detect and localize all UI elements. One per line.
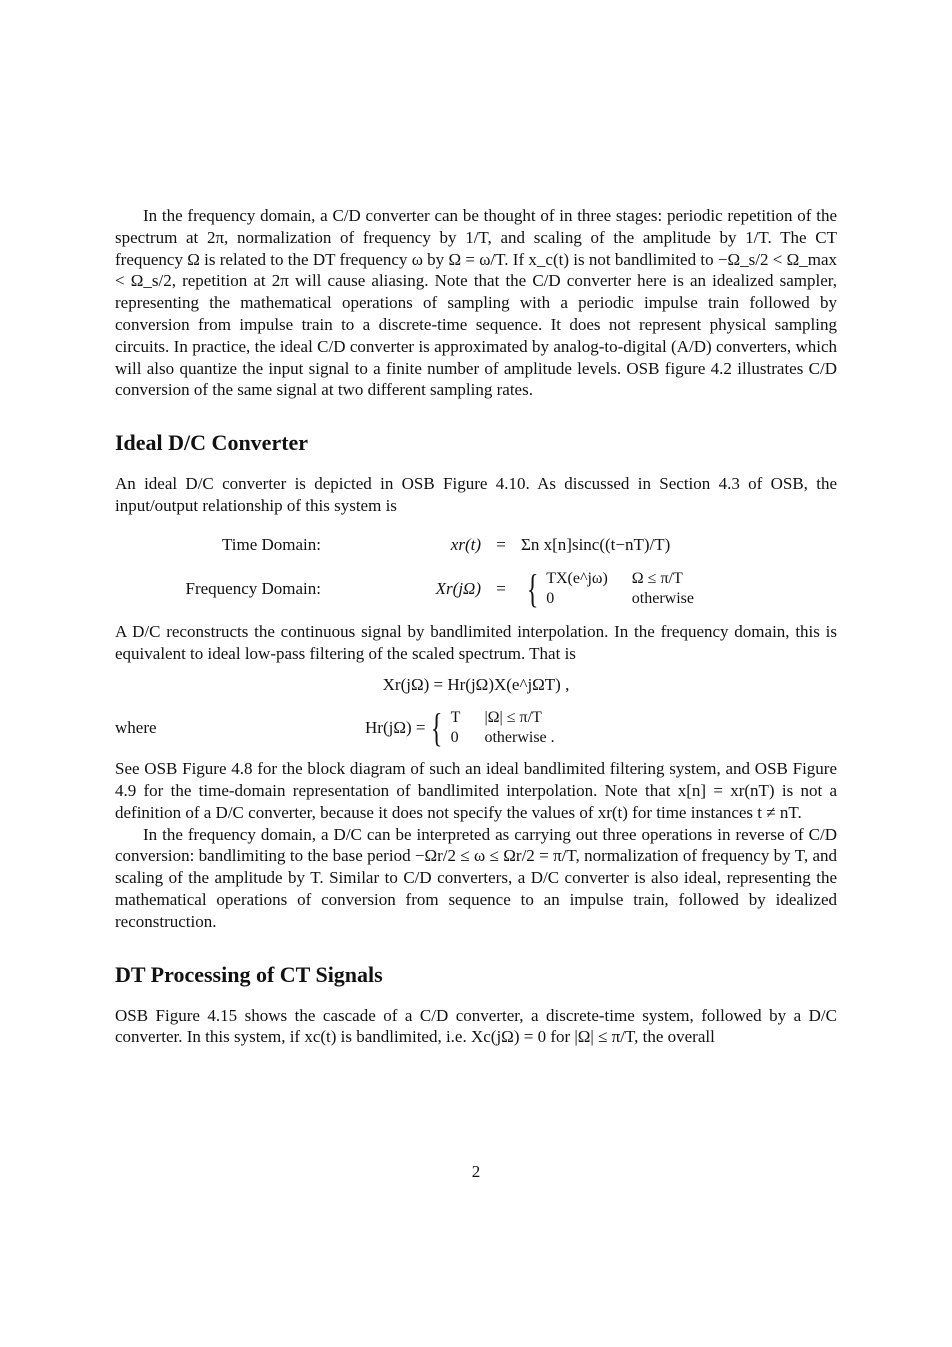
left-brace: { xyxy=(431,705,443,751)
io-relationship-equations xyxy=(115,523,837,611)
hr-case1-value: T xyxy=(450,709,461,727)
page-content xyxy=(115,205,837,1048)
hr-case2-condition: otherwise . xyxy=(484,729,555,747)
time-domain-equation xyxy=(115,523,837,567)
case1-condition: Ω ≤ π/T xyxy=(631,569,683,587)
section1-paragraph-1: An ideal D/C converter is depicted in OSB Figure 4.10. As discussed in Section 4.3 of OSB, the input/output relationship of this system is xyxy=(115,474,837,515)
time-domain-lhs: xr(t) xyxy=(450,534,481,554)
section1-paragraph-3: See OSB Figure 4.8 for the block diagram of such an ideal bandlimited filtering system, and OSB Figure 4.9 for the time-domain representation of bandlimited interpolation. Note that x[n] = xr(nT) is not a definition of a D/C converter, because it does not specify the values of xr(t) for time instances t ≠ nT. xyxy=(115,759,837,822)
hr-piecewise xyxy=(425,705,555,751)
page-number: 2 xyxy=(471,1162,481,1181)
case1-value: TX(e^jω) xyxy=(546,569,608,587)
case2-condition: otherwise xyxy=(631,589,694,607)
section-heading-ideal-dc: Ideal D/C Converter xyxy=(115,430,309,456)
frequency-domain-equation xyxy=(115,567,837,611)
section1-paragraph-4: In the frequency domain, a D/C can be interpreted as carrying out three operations in reverse of C/D conversion: bandlimiting to the base period −Ωr/2 ≤ ω ≤ Ωr/2 = π/T, normalization of frequency by T, and scaling of the amplitude by T. Similar to C/D converters, a D/C converter is also ideal, representing the mathematical operations of conversion from sequence to an impulse train, followed by idealized reconstruction. xyxy=(115,824,837,931)
frequency-domain-piecewise xyxy=(521,565,694,611)
reconstruction-equation: Xr(jΩ) = Hr(jΩ)X(e^jΩT) , xyxy=(382,675,570,695)
where-label: where xyxy=(115,718,157,738)
section1-paragraph-2: A D/C reconstructs the continuous signal by bandlimited interpolation. In the frequency domain, this is equivalent to ideal low-pass filtering of the scaled spectrum. That is xyxy=(115,621,837,663)
time-domain-label: Time Domain: xyxy=(221,534,321,554)
section-heading-dt-processing: DT Processing of CT Signals xyxy=(115,961,383,987)
hr-case2-value: 0 xyxy=(450,729,459,747)
intro-paragraph: In the frequency domain, a C/D converter can be thought of in three stages: periodic repetition of the spectrum at 2π, normalization of frequency by 1/T, and scaling of the amplitude by 1/T. The CT frequency Ω is related to the DT frequency ω by Ω = ω/T. If x_c(t) is not bandlimited to −Ω_s/2 < Ω_max < Ω_s/2, repetition at 2π will cause aliasing. Note that the C/D converter here is an idealized sampler, representing the mathematical operations of sampling with a periodic impulse train followed by conversion from impulse train to a discrete-time sequence. It does not represent physical sampling circuits. In practice, the ideal C/D converter is approximated by analog-to-digital (A/D) converters, which will also quantize the input signal to a finite number of amplitude levels. OSB figure 4.2 illustrates C/D conversion of the same signal at two different sampling rates. xyxy=(115,206,837,400)
case2-value: 0 xyxy=(546,589,555,607)
hr-case1-condition: |Ω| ≤ π/T xyxy=(484,709,542,727)
left-brace: { xyxy=(526,565,539,611)
equals-sign: = xyxy=(496,534,506,554)
frequency-domain-lhs: Xr(jΩ) xyxy=(435,578,481,598)
hr-definition xyxy=(115,705,837,751)
hr-lhs: Hr(jΩ) = xyxy=(365,718,426,738)
section2-paragraph-1: OSB Figure 4.15 shows the cascade of a C/D converter, a discrete-time system, followed by a D/C converter. In this system, if xc(t) is bandlimited, i.e. Xc(jΩ) = 0 for |Ω| ≤ π/T, the overall xyxy=(115,1005,837,1047)
time-domain-rhs: Σn x[n]sinc((t−nT)/T) xyxy=(521,534,671,554)
frequency-domain-label: Frequency Domain: xyxy=(185,578,321,598)
equals-sign: = xyxy=(496,578,506,598)
